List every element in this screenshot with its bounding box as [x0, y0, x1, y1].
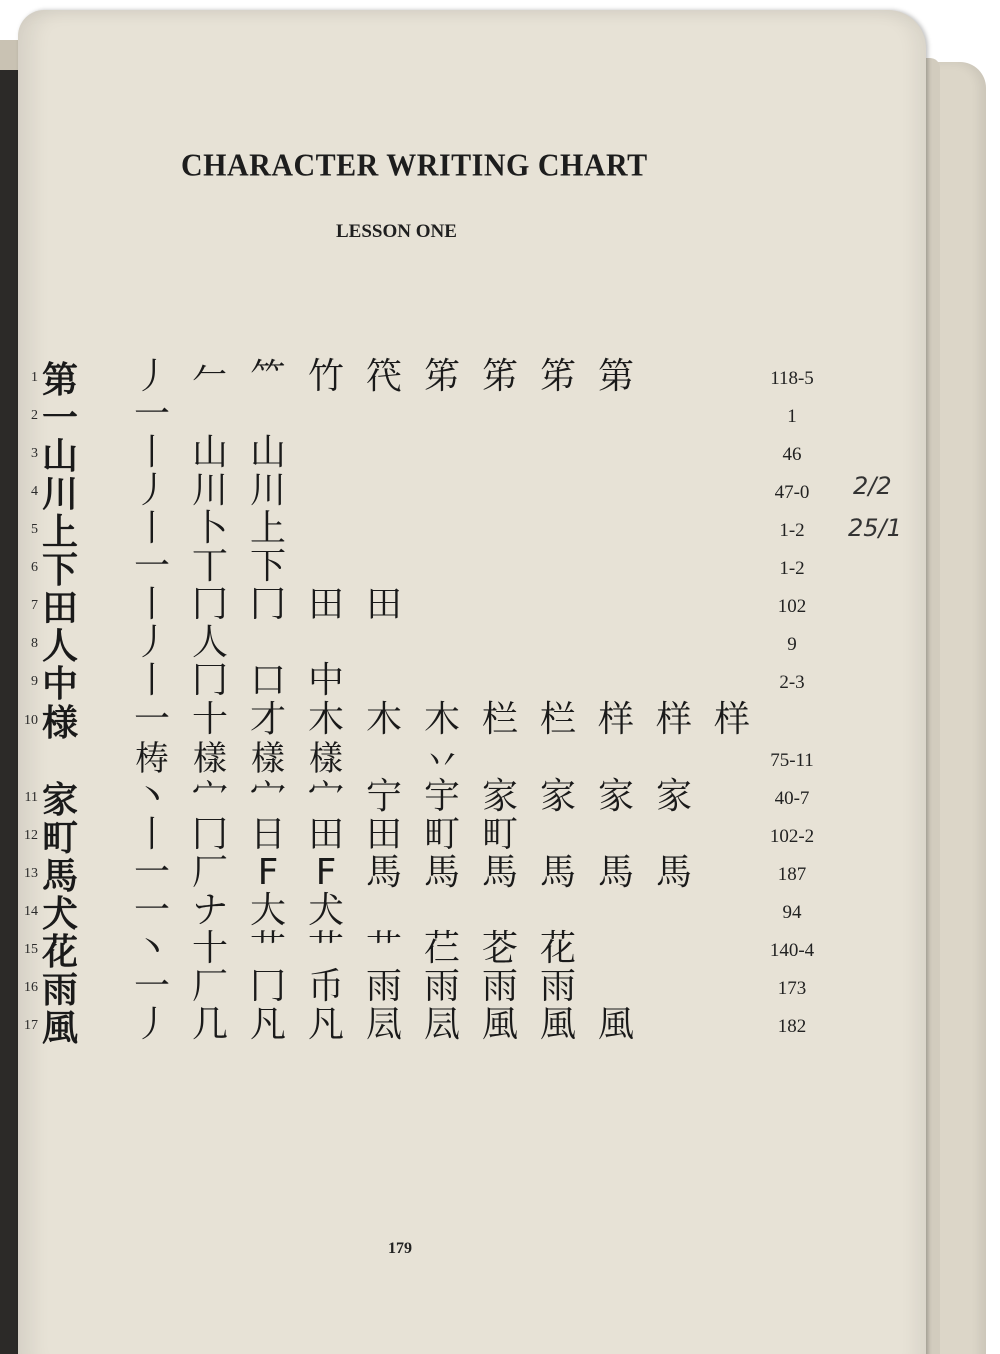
- stroke-step: 笫: [423, 356, 460, 397]
- stroke-step: 馬: [597, 852, 634, 893]
- stroke-step: 川: [249, 470, 286, 511]
- radical-reference: 47-0: [774, 482, 810, 503]
- row-number: 16: [24, 980, 38, 995]
- row-number: 6: [31, 560, 38, 575]
- row-number: 14: [24, 904, 38, 919]
- row-number: 15: [24, 942, 38, 957]
- stroke-step: 冂: [191, 660, 228, 701]
- stroke-step: 宀: [249, 776, 286, 817]
- stroke-step: 冂: [249, 584, 286, 625]
- stroke-step: 一: [133, 699, 170, 740]
- row-number: 7: [31, 598, 38, 613]
- stroke-step: 口: [249, 660, 286, 701]
- stroke-step: 馬: [655, 852, 692, 893]
- stroke-step: 雨: [481, 966, 518, 1007]
- stroke-step: 艹: [307, 928, 344, 969]
- stroke-step: 卜: [191, 508, 228, 549]
- stroke-step: 丨: [133, 432, 170, 473]
- page-title: CHARACTER WRITING CHART: [181, 148, 648, 183]
- stroke-step: 山: [191, 432, 228, 473]
- stroke-step: 宀: [191, 776, 228, 817]
- row-number: 1: [31, 370, 38, 385]
- stroke-step: 芲: [481, 928, 518, 969]
- radical-reference: 1-2: [779, 520, 805, 541]
- kanji-character: 下: [42, 550, 79, 591]
- stroke-step: 丿: [133, 356, 170, 397]
- radical-reference: 102-2: [769, 826, 815, 847]
- stroke-step: 宇: [423, 776, 460, 817]
- margin-note: 2/2: [853, 472, 892, 500]
- margin-note: 25/1: [848, 514, 902, 542]
- stroke-step: 几: [191, 1004, 228, 1045]
- radical-reference: 40-7: [774, 788, 810, 809]
- stroke-step: 艹: [249, 928, 286, 969]
- stroke-step: 馬: [423, 852, 460, 893]
- stroke-step: 十: [191, 928, 228, 969]
- radical-reference: 1-2: [779, 558, 805, 579]
- stroke-step: 凡: [249, 1004, 286, 1045]
- stroke-step: 凡: [307, 1004, 344, 1045]
- kanji-character: 犬: [42, 894, 79, 935]
- stroke-step: 第: [597, 356, 634, 397]
- stroke-step: 丿: [133, 622, 170, 663]
- kanji-character: 家: [42, 780, 79, 821]
- chart-row: [0, 1004, 1000, 1049]
- stroke-step: 馬: [365, 852, 402, 893]
- kanji-character: 様: [42, 703, 79, 744]
- kanji-character: 町: [42, 818, 79, 859]
- stroke-step: 凨: [423, 1004, 460, 1045]
- kanji-character: 上: [42, 512, 79, 553]
- row-number: 8: [31, 636, 38, 651]
- stroke-step: 家: [539, 776, 576, 817]
- stroke-step: 丿: [133, 1004, 170, 1045]
- row-number: 4: [31, 484, 38, 499]
- stroke-step: F: [257, 852, 279, 893]
- stroke-step: 町: [481, 814, 518, 855]
- stroke-step: 家: [481, 776, 518, 817]
- stroke-step: 田: [365, 584, 402, 625]
- radical-reference: 2-3: [779, 672, 805, 693]
- stroke-step: 凨: [365, 1004, 402, 1045]
- stroke-step: 一: [133, 852, 170, 893]
- stroke-step: 中: [307, 660, 344, 701]
- stroke-step: 栏: [539, 699, 576, 740]
- row-number: 17: [24, 1018, 38, 1033]
- stroke-step: 样: [655, 699, 692, 740]
- stroke-step: 丨: [133, 508, 170, 549]
- radical-reference: 118-5: [770, 368, 814, 389]
- radical-reference: 46: [782, 444, 802, 465]
- stroke-step: 丨: [133, 660, 170, 701]
- kanji-character: 一: [42, 398, 79, 439]
- kanji-character: 馬: [42, 856, 79, 897]
- radical-reference: 1: [787, 406, 797, 427]
- radical-reference: 75-11: [770, 750, 814, 771]
- stroke-step: 一: [133, 966, 170, 1007]
- stroke-step: 雨: [365, 966, 402, 1007]
- row-number: 9: [31, 674, 38, 689]
- stroke-step: 才: [249, 699, 286, 740]
- stroke-step: 一: [133, 890, 170, 931]
- stroke-step: 丨: [133, 814, 170, 855]
- stroke-step: 厂: [191, 852, 228, 893]
- kanji-character: 花: [42, 932, 79, 973]
- stroke-step: 丶: [133, 928, 170, 969]
- stroke-step: 馬: [539, 852, 576, 893]
- stroke-step: 風: [539, 1004, 576, 1045]
- stroke-step: 笩: [365, 356, 402, 397]
- stroke-step: 大: [249, 890, 286, 931]
- stroke-step: 木丷: [423, 699, 460, 782]
- stroke-step: 芢: [423, 928, 460, 969]
- row-number: 2: [31, 408, 38, 423]
- radical-reference: 102: [777, 596, 807, 617]
- radical-reference: 140-4: [769, 940, 815, 961]
- stroke-step: 冂: [191, 814, 228, 855]
- radical-reference: 94: [782, 902, 802, 923]
- stroke-step: ナ: [191, 890, 228, 931]
- stroke-step: 馬: [481, 852, 518, 893]
- stroke-step: 木: [365, 699, 402, 740]
- stroke-step: 花: [539, 928, 576, 969]
- row-number: 10: [24, 713, 38, 728]
- stroke-step: 厂: [191, 966, 228, 1007]
- kanji-character: 川: [42, 474, 79, 515]
- stroke-step: 風: [597, 1004, 634, 1045]
- kanji-character: 第: [42, 360, 79, 401]
- stroke-step: 下: [249, 546, 286, 587]
- radical-reference: 9: [787, 634, 797, 655]
- radical-reference: 187: [777, 864, 807, 885]
- stroke-step: 宁: [365, 776, 402, 817]
- kanji-character: 田: [42, 588, 79, 629]
- stroke-step: 宀: [307, 776, 344, 817]
- stroke-step: 家: [597, 776, 634, 817]
- stroke-step: 币: [307, 966, 344, 1007]
- stroke-step: 田: [307, 584, 344, 625]
- stroke-step: 人: [191, 622, 228, 663]
- page-subtitle: LESSON ONE: [336, 221, 457, 242]
- stroke-step: 梼: [135, 739, 169, 779]
- radical-reference: 173: [777, 978, 807, 999]
- stroke-step: 樣: [251, 739, 285, 779]
- stroke-step: 笫: [481, 356, 518, 397]
- stroke-step: 丶: [133, 776, 170, 817]
- stroke-step: 笫: [539, 356, 576, 397]
- kanji-character: 風: [42, 1008, 79, 1049]
- stroke-step: 竹: [307, 356, 344, 397]
- stroke-step: 𠂉: [191, 356, 228, 397]
- stroke-step: 上: [249, 508, 286, 549]
- stroke-step: 樣: [193, 739, 227, 779]
- stroke-step: 日: [249, 814, 286, 855]
- stroke-step: 冂: [249, 966, 286, 1007]
- stroke-step: 一: [133, 394, 170, 435]
- page-number: 179: [388, 1240, 412, 1257]
- kanji-character: 雨: [42, 970, 79, 1011]
- stroke-step: 样: [713, 699, 750, 740]
- kanji-character: 山: [42, 436, 79, 477]
- stroke-step: 川: [191, 470, 228, 511]
- stroke-step: 樣: [309, 739, 343, 779]
- row-number: 3: [31, 446, 38, 461]
- row-number: 11: [24, 790, 38, 805]
- stroke-step: 样: [597, 699, 634, 740]
- stroke-step: 雨: [539, 966, 576, 1007]
- stroke-step: 雨: [423, 966, 460, 1007]
- stroke-step: 家: [655, 776, 692, 817]
- stroke-step: 犬: [307, 890, 344, 931]
- row-number: 13: [24, 866, 38, 881]
- radical-reference: 182: [777, 1016, 807, 1037]
- stroke-step: 田: [307, 814, 344, 855]
- stroke-step: 山: [249, 432, 286, 473]
- stroke-step: 十: [191, 699, 228, 740]
- stroke-step: F: [315, 852, 337, 893]
- kanji-character: 人: [42, 626, 79, 667]
- stroke-step: ⺮: [249, 356, 286, 397]
- stroke-step: 田: [365, 814, 402, 855]
- stroke-step: 丿: [133, 470, 170, 511]
- stroke-step: 丅: [191, 546, 228, 587]
- stroke-step: 栏: [481, 699, 518, 740]
- stroke-step: 丨: [133, 584, 170, 625]
- stroke-step: 一: [133, 546, 170, 587]
- stroke-step: 町: [423, 814, 460, 855]
- kanji-character: 中: [42, 664, 79, 705]
- row-number: 5: [31, 522, 38, 537]
- stroke-step: 風: [481, 1004, 518, 1045]
- stroke-step: 艹: [365, 928, 402, 969]
- row-number: 12: [24, 828, 38, 843]
- stroke-step: 木: [307, 699, 344, 740]
- stroke-step: 冂: [191, 584, 228, 625]
